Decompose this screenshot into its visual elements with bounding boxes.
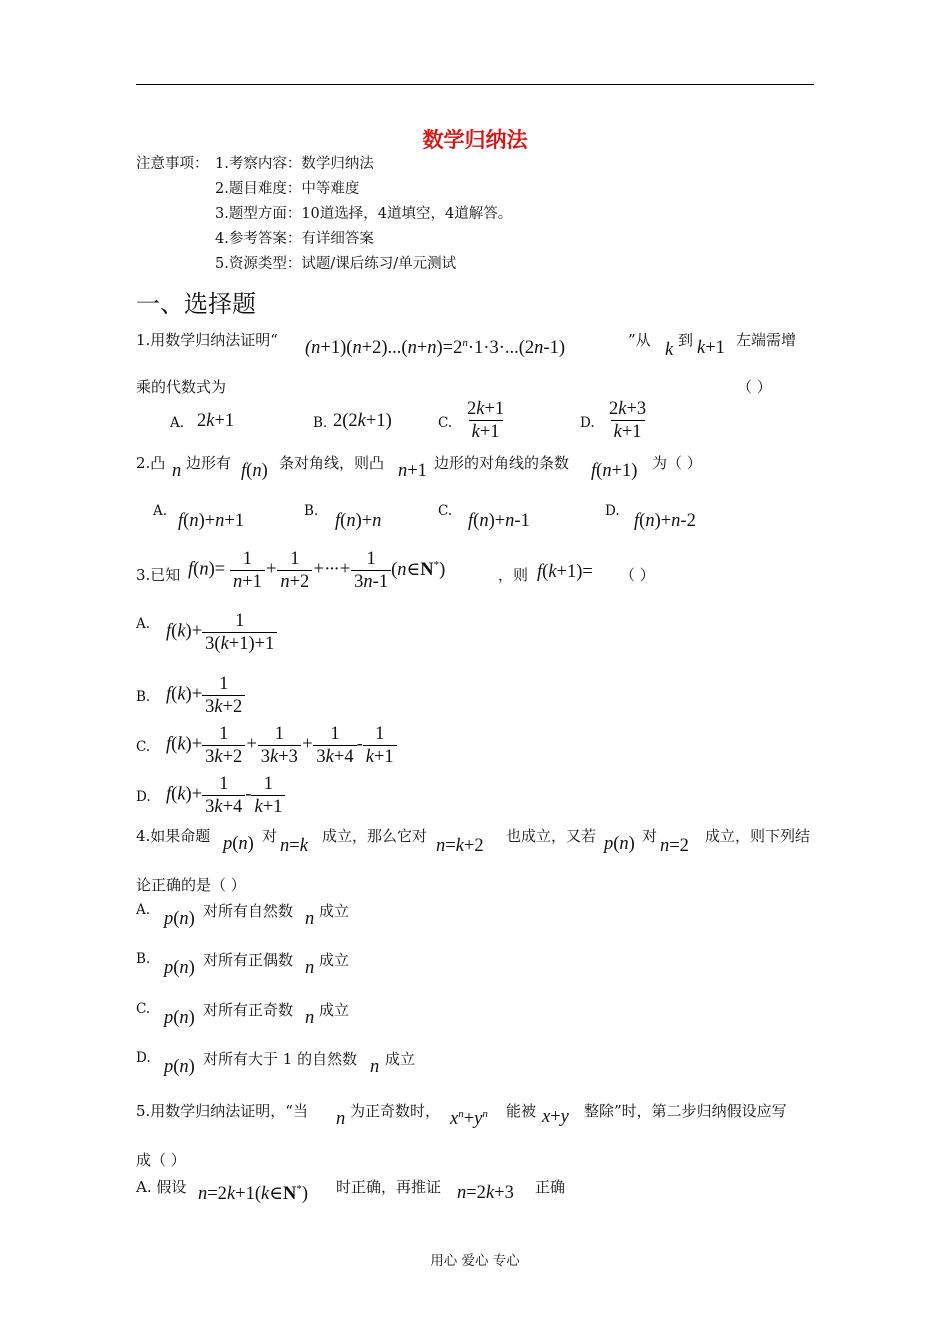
- option-formula: n=2k+3: [457, 1183, 514, 1203]
- math-pn: p(n): [164, 958, 195, 978]
- math-n-eq-k-plus-2: n=k+2: [436, 836, 484, 856]
- math-n: n: [305, 1008, 315, 1028]
- option-formula: f(k)+ $\frac{1}{3k+4}$ - $\frac{1}{k+1}$: [166, 773, 285, 818]
- q1-text: ”从: [628, 331, 651, 349]
- q1-text: 到: [678, 331, 694, 349]
- page-title: 数学归纳法: [422, 128, 528, 152]
- page-footer: 用心 爱心 专心: [430, 1253, 520, 1269]
- math-pn: p(n): [164, 1057, 195, 1077]
- option-formula: $\frac{2k+3}{k+1}$: [609, 399, 647, 442]
- math-f-n-plus-1: f(n+1): [591, 461, 638, 481]
- q4-text: 成立，那么它对: [322, 827, 428, 845]
- q3-text: ，则: [498, 566, 529, 584]
- q3-text: 3.已知: [136, 566, 181, 584]
- section-heading: 一、选择题: [136, 290, 256, 318]
- header-rule: [136, 84, 814, 85]
- math-pn: p(n): [223, 834, 254, 854]
- option-text: 成立: [385, 1050, 416, 1068]
- notes-label: 注意事项：: [136, 156, 209, 172]
- q4-text: 对: [262, 827, 278, 845]
- option-text: 对所有自然数: [203, 902, 294, 920]
- math-n: n: [370, 1057, 380, 1077]
- option-text: 成立: [319, 1001, 350, 1019]
- option-label: C.: [438, 415, 453, 431]
- option-label: A.: [170, 415, 185, 431]
- option-formula: 2(2k+1): [333, 411, 392, 431]
- q5-text: 为正奇数时，: [350, 1102, 441, 1120]
- option-label: B.: [136, 689, 151, 705]
- math-n: n: [305, 958, 315, 978]
- option-formula: n=2k+1(k∈N*): [198, 1183, 308, 1205]
- q1-formula: $(n+1)(n+2)...(n+n)=2^n\cdot 1\cdot 3\cdot...(2n-1)$: [305, 337, 565, 359]
- option-label: C.: [136, 1001, 151, 1017]
- q4-text: 成立，则下列结: [705, 827, 811, 845]
- note-item: 5.资源类型：试题/课后练习/单元测试: [215, 256, 457, 272]
- math-k-plus-1: k+1: [697, 338, 725, 358]
- q2-text: 边形有: [186, 454, 232, 472]
- math-pn: p(n): [164, 909, 195, 929]
- q5-text: 5.用数学归纳法证明，“当: [136, 1102, 308, 1120]
- option-formula: 2k+1: [197, 411, 235, 431]
- option-label: D.: [136, 789, 151, 805]
- option-label: C.: [136, 739, 151, 755]
- q5-text: 成（ ）: [136, 1151, 186, 1169]
- option-text: 对所有正奇数: [203, 1001, 294, 1019]
- math-pn: p(n): [604, 834, 635, 854]
- q1-text: 乘的代数式为: [136, 378, 227, 396]
- math-n-plus-1: n+1: [398, 461, 427, 481]
- option-label: B.: [304, 503, 319, 519]
- q5-text: 能被: [506, 1102, 537, 1120]
- option-text: 对所有正偶数: [203, 951, 294, 969]
- option-formula: f(k)+ $\frac{1}{3k+2}$ + $\frac{1}{3k+3}$ + $\frac{1}{3k+4}$ - $\frac{1}{k+1}$: [166, 723, 397, 768]
- option-formula: f(k)+ $\frac{1}{3k+2}$: [166, 673, 245, 718]
- q2-text: 条对角线，则凸: [279, 454, 385, 472]
- math-fn: f(n): [241, 461, 268, 481]
- answer-paren: （ ）: [737, 378, 772, 396]
- q4-text: 对: [642, 827, 658, 845]
- q3-formula: f(n)= $\frac{1}{n+1}$ + $\frac{1}{n+2}$ +···+ $\frac{1}{3n-1}$ (n∈N*): [188, 549, 446, 592]
- q5-text: 整除”时，第二步归纳假设应写: [584, 1102, 787, 1120]
- option-formula: f(n)+n-2: [634, 511, 696, 531]
- note-item: 3.题型方面：10道选择，4道填空，4道解答。: [215, 206, 513, 222]
- q4-text: 4.如果命题: [136, 827, 211, 845]
- option-label: A.: [136, 902, 151, 918]
- math-n-eq-2: n=2: [660, 836, 689, 856]
- option-formula: f(n)+n-1: [468, 511, 530, 531]
- q2-text: 2.凸: [136, 454, 166, 472]
- math-n: n: [336, 1109, 346, 1129]
- q3-text: （ ）: [620, 566, 655, 584]
- option-label: B.: [136, 951, 151, 967]
- option-label: A.: [153, 503, 168, 519]
- option-formula: $\frac{2k+1}{k+1}$: [467, 399, 505, 442]
- math-x-plus-y: x+y: [542, 1107, 569, 1127]
- option-text: 成立: [319, 902, 350, 920]
- option-formula: f(k)+ $\frac{1}{3(k+1)+1}$: [166, 610, 277, 655]
- option-formula: f(n)+n: [335, 511, 382, 531]
- math-n-eq-k: n=k: [280, 836, 308, 856]
- option-label: D.: [580, 415, 595, 431]
- q1-text: 左端需增: [736, 331, 797, 349]
- note-item: 2.题目难度：中等难度: [215, 181, 360, 197]
- math-pn: p(n): [164, 1008, 195, 1028]
- option-label: D.: [605, 503, 620, 519]
- option-label: A.: [136, 616, 151, 632]
- math-n: n: [305, 909, 315, 929]
- option-text: 对所有大于 1 的自然数: [203, 1050, 358, 1068]
- math-k: k: [665, 340, 674, 360]
- option-label: A. 假设: [136, 1178, 187, 1196]
- q2-text: 边形的对角线的条数: [434, 454, 570, 472]
- q4-text: 也成立，又若: [506, 827, 597, 845]
- math-xn-plus-yn: $x^n+y^n$: [450, 1108, 488, 1130]
- q4-text: 论正确的是（ ）: [136, 876, 246, 894]
- option-text: 时正确，再推证: [336, 1178, 442, 1196]
- math-f-k-plus-1: f(k+1)=: [537, 562, 593, 582]
- q1-text: 1.用数学归纳法证明“: [136, 331, 278, 349]
- q2-text: 为（ ）: [652, 454, 702, 472]
- option-label: B.: [313, 415, 328, 431]
- option-text: 成立: [319, 951, 350, 969]
- option-text: 正确: [535, 1178, 566, 1196]
- option-formula: f(n)+n+1: [178, 511, 245, 531]
- option-label: C.: [438, 503, 453, 519]
- note-item: 4.参考答案：有详细答案: [215, 231, 374, 247]
- math-n: n: [172, 461, 182, 481]
- option-label: D.: [136, 1050, 151, 1066]
- note-item: 1.考察内容：数学归纳法: [215, 156, 374, 172]
